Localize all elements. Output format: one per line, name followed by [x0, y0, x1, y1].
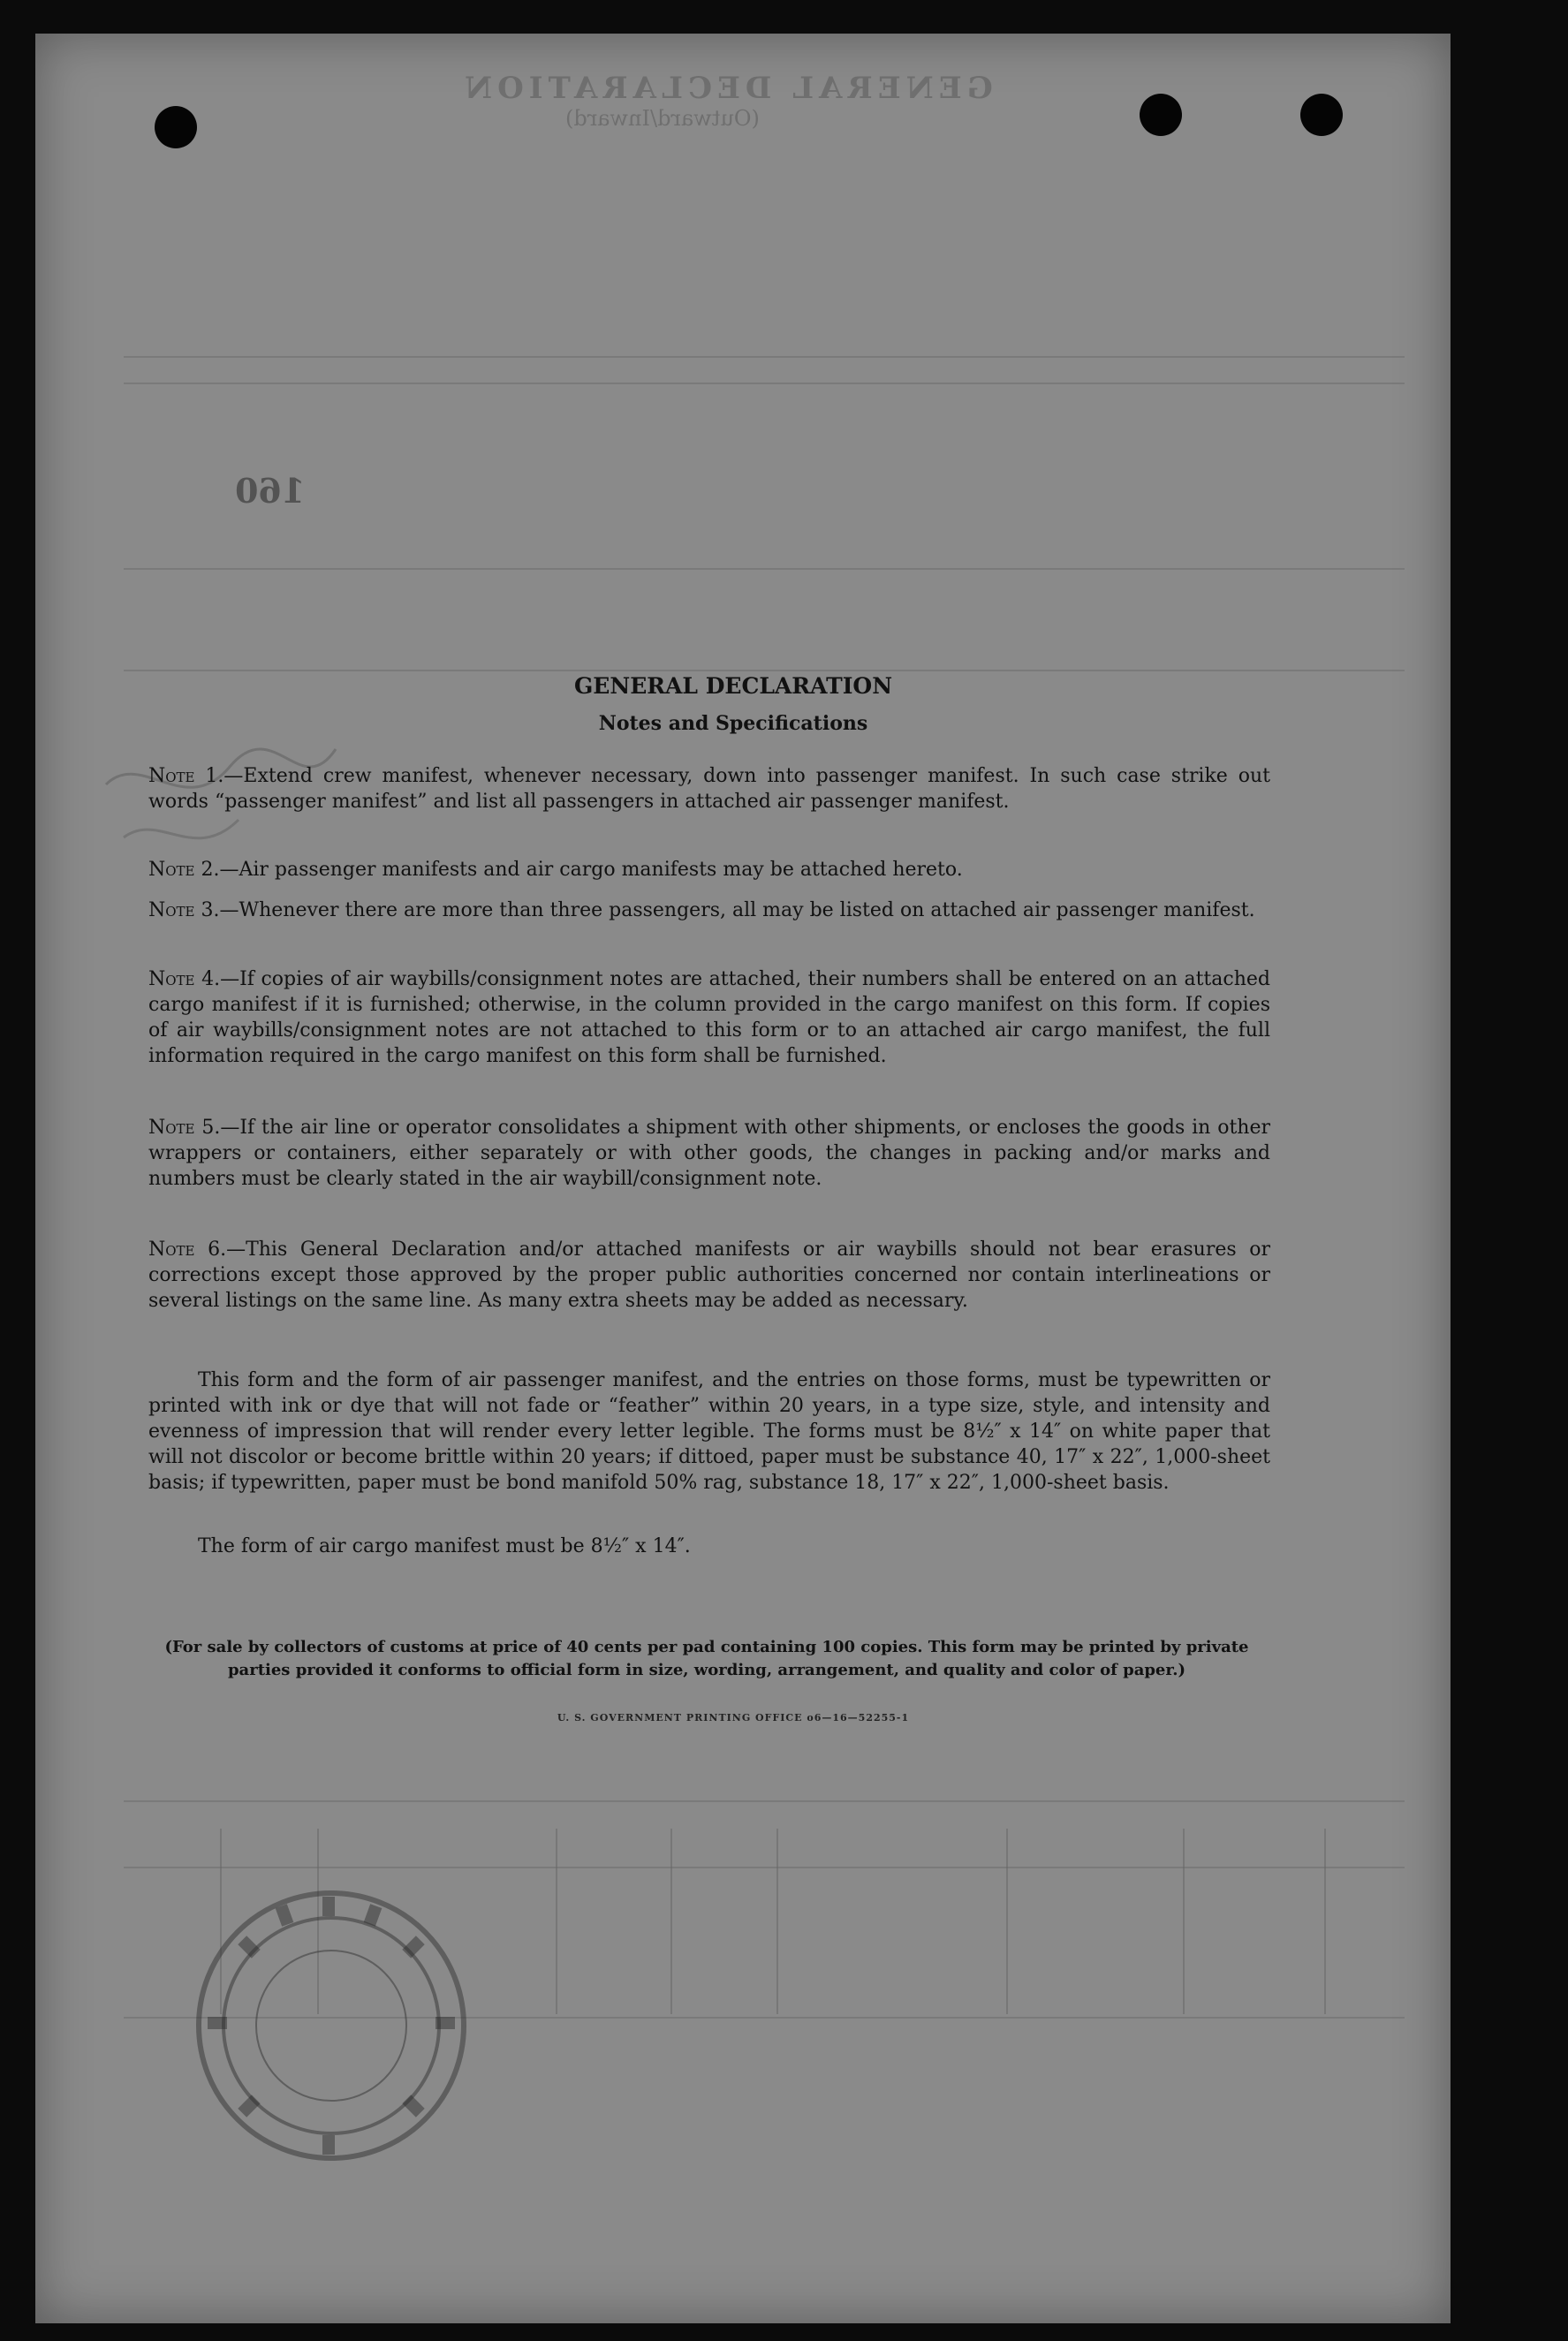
note-label: Note 5.	[148, 1117, 221, 1139]
bleed-through-rule	[124, 670, 1405, 671]
note-2	[148, 857, 1270, 883]
note-label: Note 2.	[148, 859, 220, 881]
bleed-through-number: 160	[235, 471, 306, 511]
bleed-through-rule	[124, 568, 1405, 570]
bleed-through-title: GENERAL DECLARATION	[459, 71, 993, 106]
bleed-through-rule	[124, 383, 1405, 384]
printer-line: U. S. GOVERNMENT PRINTING OFFICE o6—16—52255-1	[557, 1712, 910, 1724]
specifications-last-line: The form of air cargo manifest must be 8½″ x 14″.	[198, 1535, 691, 1557]
punch-hole	[155, 106, 197, 148]
specifications-paragraph: This form and the form of air passenger manifest, and the entries on those forms, must be typewritten or printed with ink or dye that will not fade or “feather” within 20 years, in a type size, style, and intensity and evenness of impression that will render every letter legible. The forms must be 8½″ x 14″ on white paper that will not discolor or become brittle within 20 years; if dittoed, paper must be substance 40, 17″ x 22″, 1,000-sheet basis; if typewritten, paper must be bond manifold 50% rag, substance 18, 17″ x 22″, 1,000-sheet basis.	[148, 1369, 1270, 1494]
note-label: Note 3.	[148, 899, 220, 921]
punch-hole	[1300, 94, 1343, 136]
note-text: —If copies of air waybills/consignment notes are attached, their numbers shall be entered on an attached cargo manifest if it is furnished; otherwise, in the column provided in the cargo manifest on this form. If copies of air waybills/consignment notes are not attached to this form or to an attached air cargo manifest, the full information required in the cargo manifest on this form shall be furnished.	[148, 968, 1270, 1067]
note-4	[148, 966, 1270, 1069]
note-text: —Extend crew manifest, whenever necessary, down into passenger manifest. In such case strike out words “passenger manifest” and list all passengers in attached air passenger manifest.	[148, 765, 1270, 813]
note-label: Note 1.	[148, 765, 224, 787]
note-5	[148, 1115, 1270, 1192]
page-title: GENERAL DECLARATION	[573, 673, 893, 699]
received-stamp	[190, 1884, 473, 2167]
punch-hole	[1140, 94, 1182, 136]
bleed-through-rule	[124, 356, 1405, 358]
note-3	[148, 898, 1270, 923]
sale-note: (For sale by collectors of customs at price of 40 cents per pad containing 100 copies. This form may be printed by private parties provided it conforms to official form in size, wording, arrangement, and quality and color of paper.)	[164, 1638, 1249, 1679]
page-subtitle: Notes and Specifications	[598, 712, 868, 735]
note-text: —If the air line or operator consolidates a shipment with other shipments, or encloses the goods in other wrappers or containers, either separately or with other goods, the changes in packing and/or marks and numbers must be clearly stated in the air waybill/consignment note.	[148, 1117, 1270, 1190]
note-label: Note 6.	[148, 1239, 227, 1261]
note-label: Note 4.	[148, 968, 221, 990]
note-1	[148, 763, 1270, 814]
bleed-through-rule	[124, 1800, 1405, 1802]
note-text: —This General Declaration and/or attached manifests or air waybills should not bear erasures or corrections except those approved by the proper public authorities concerned nor contain interlineations or several listings on the same line. As many extra sheets may be added as necessary.	[148, 1239, 1270, 1312]
bleed-through-subtitle: (Outward/Inward)	[565, 106, 760, 131]
note-6	[148, 1237, 1270, 1314]
note-text: —Whenever there are more than three passengers, all may be listed on attached air passenger manifest.	[219, 899, 1255, 921]
note-text: —Air passenger manifests and air cargo manifests may be attached hereto.	[219, 859, 963, 881]
